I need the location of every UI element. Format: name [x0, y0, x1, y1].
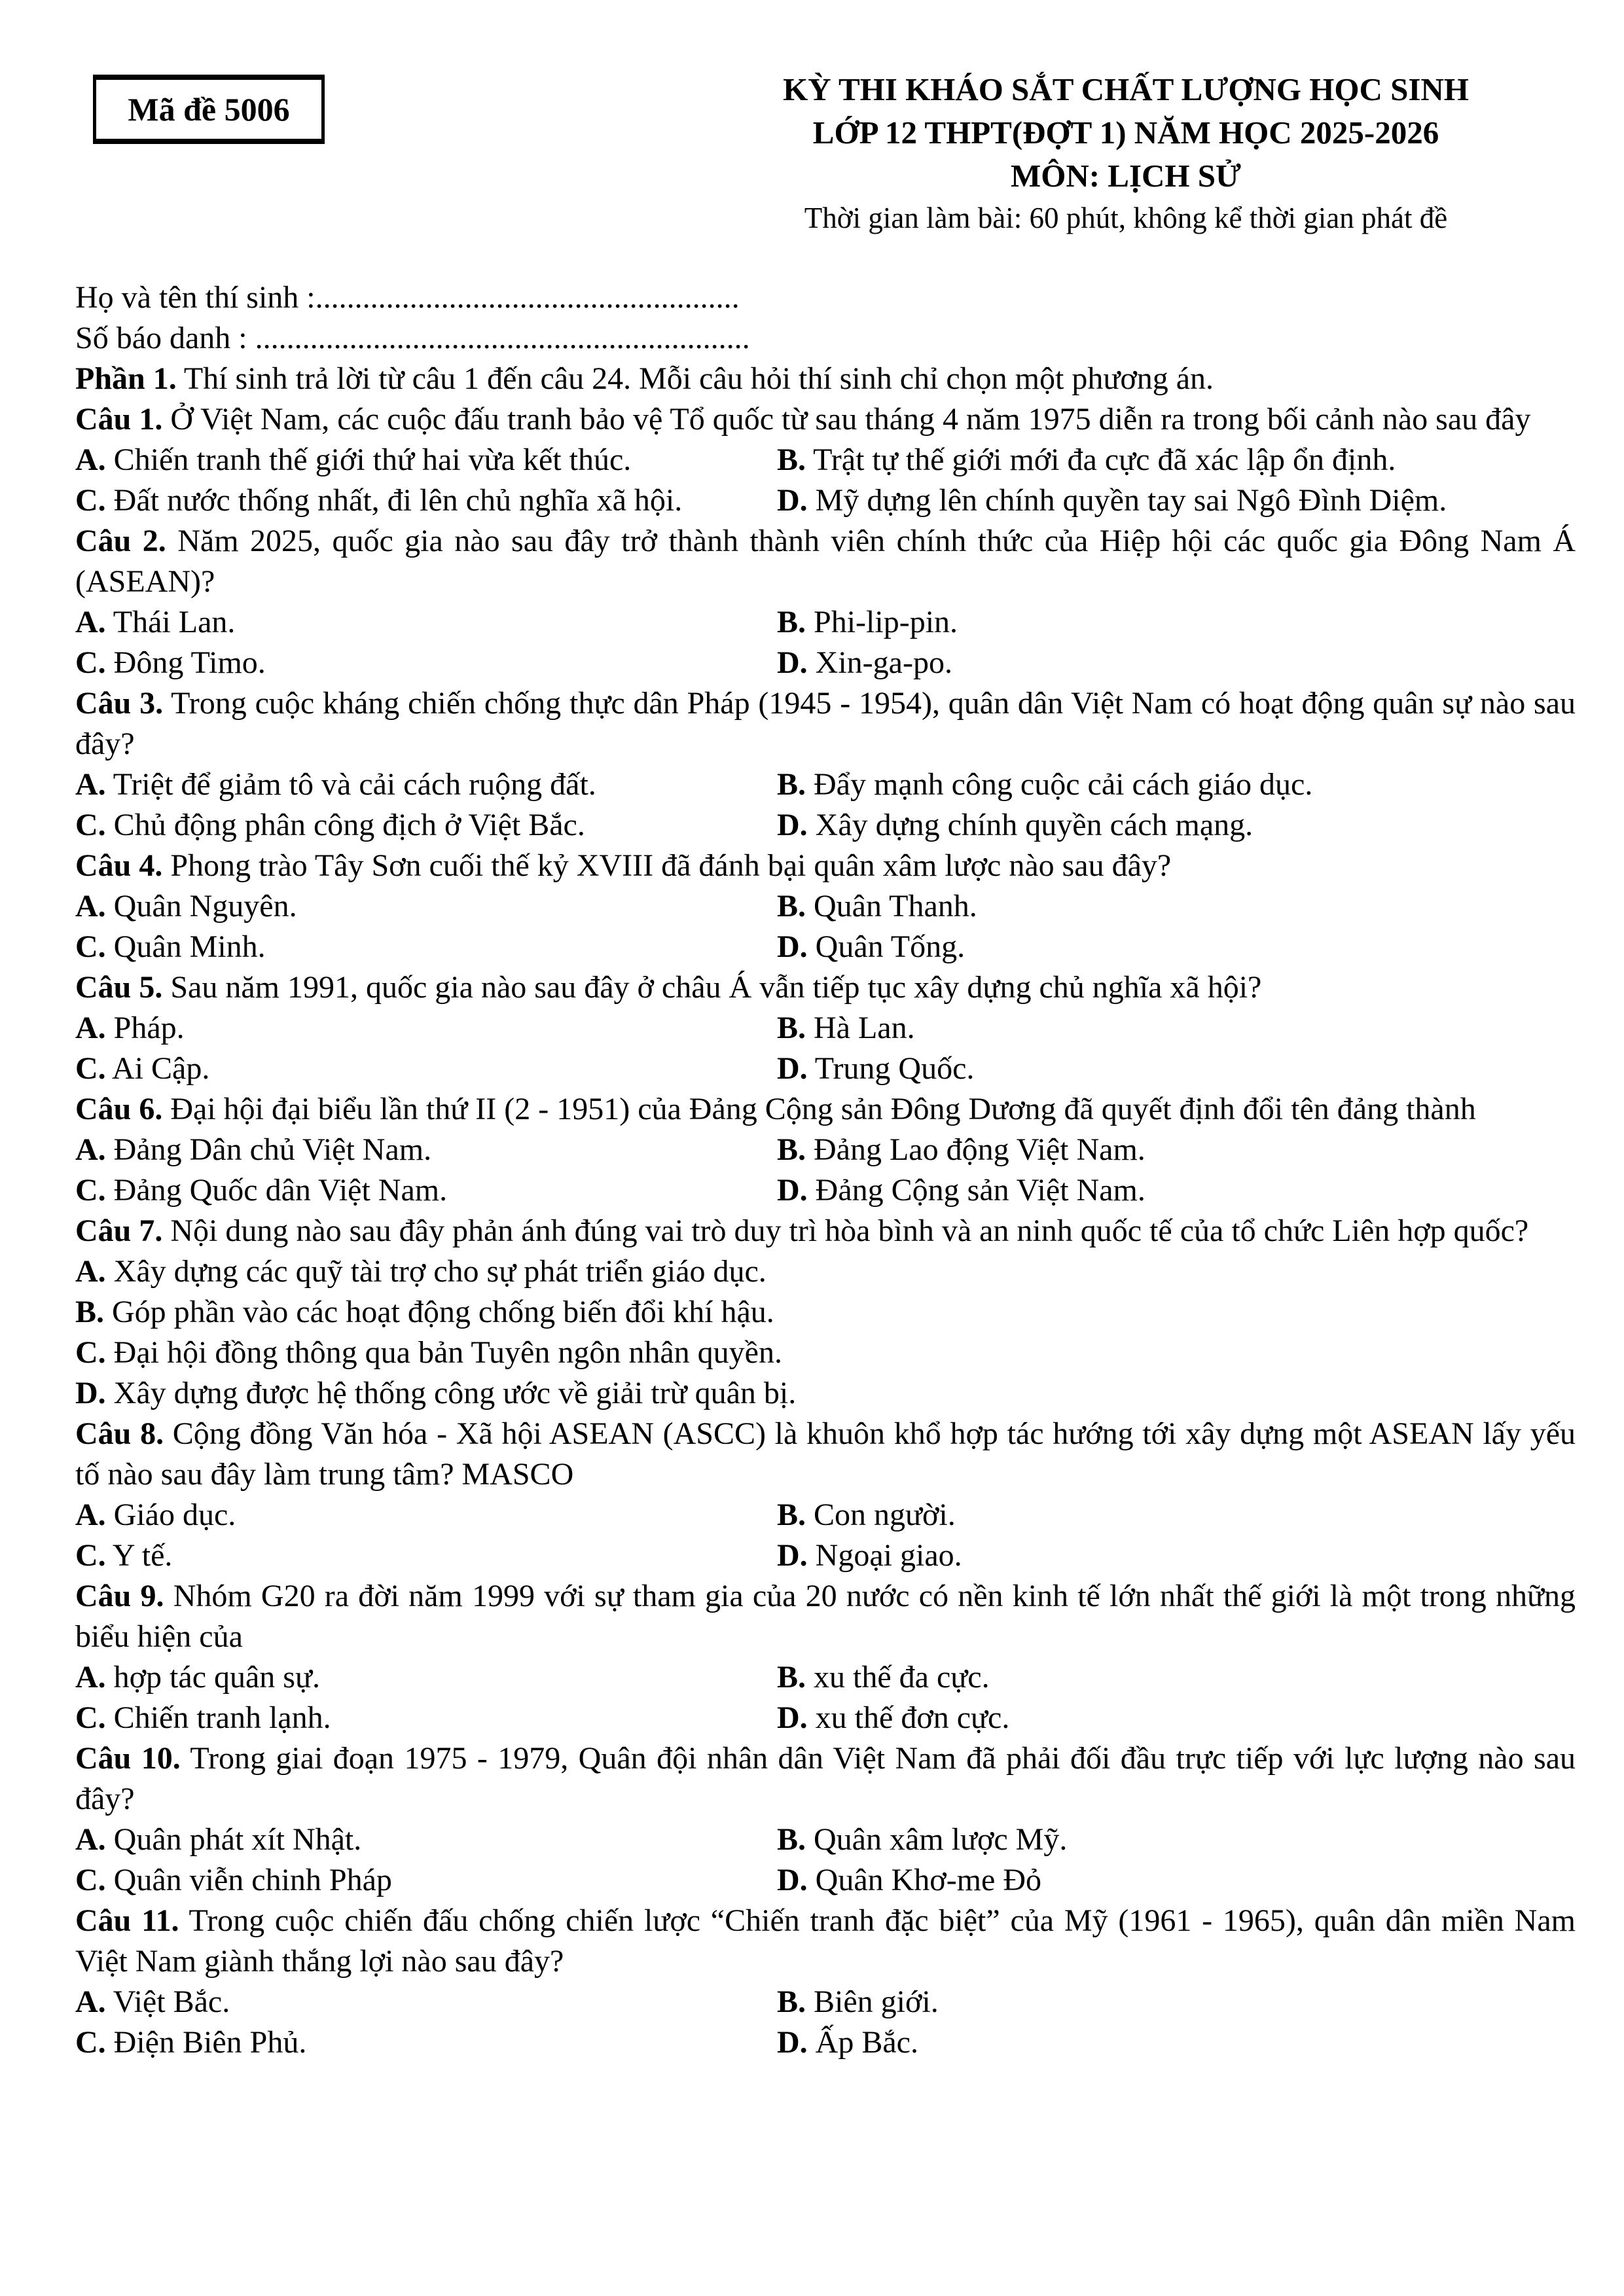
option-d: D. Xây dựng chính quyền cách mạng. — [777, 808, 1254, 842]
option-letter: D. — [777, 1051, 808, 1086]
duration-note: Thời gian làm bài: 60 phút, không kể thời gian phát đề — [804, 202, 1448, 234]
option-letter: C. — [75, 929, 106, 964]
student-name-line: Họ và tên thí sinh :...................................................... — [75, 280, 740, 315]
options — [75, 764, 1576, 846]
option-letter: C. — [75, 645, 106, 680]
question — [75, 1211, 1576, 1414]
section-instruction: Thí sinh trả lời từ câu 1 đến câu 24. Mỗi câu hỏi thí sinh chỉ chọn một phương án. — [183, 361, 1214, 396]
option-b: B. xu thế đa cực. — [777, 1660, 990, 1695]
option-letter: D. — [777, 1538, 808, 1573]
option-letter: B. — [75, 1295, 105, 1329]
question-text: Câu 2. Năm 2025, quốc gia nào sau đây trở thành thành viên chính thức của Hiệp hội các quốc gia Đông Nam Á (ASEAN)? — [75, 524, 1576, 599]
option-b: B. Hà Lan. — [777, 1011, 915, 1045]
options — [75, 1657, 1576, 1738]
question-label: Câu 10. — [75, 1741, 181, 1776]
option-letter: D. — [777, 1700, 808, 1735]
option-letter: A. — [75, 1660, 106, 1695]
question-label: Câu 5. — [75, 970, 163, 1005]
options — [75, 1008, 1576, 1089]
question — [75, 1414, 1576, 1576]
option-letter: D. — [777, 2025, 808, 2060]
section-heading — [75, 359, 1576, 399]
option-a: A. Quân Nguyên. — [75, 889, 297, 924]
question-label: Câu 3. — [75, 686, 164, 721]
option-letter: D. — [777, 645, 808, 680]
option-a: A. Thái Lan. — [75, 605, 236, 639]
option-letter: D. — [777, 483, 808, 518]
option-b: B. Phi-lip-pin. — [777, 605, 958, 639]
question — [75, 1738, 1576, 1901]
question — [75, 399, 1576, 521]
option-letter: B. — [777, 767, 806, 802]
option-letter: C. — [75, 1051, 106, 1086]
options — [75, 1982, 1576, 2063]
question-text: Câu 11. Trong cuộc chiến đấu chống chiến lược “Chiến tranh đặc biệt” của Mỹ (1961 - 1965), quân dân miền Nam Việt Nam giành thắng lợi nào sau đây? — [75, 1903, 1576, 1979]
option-letter: C. — [75, 483, 106, 518]
option-letter: B. — [777, 442, 806, 477]
option-b: B. Quân xâm lược Mỹ. — [777, 1822, 1068, 1857]
content — [75, 278, 1576, 2063]
option-c: C. Chiến tranh lạnh. — [75, 1700, 331, 1735]
option-letter: D. — [777, 1863, 808, 1897]
option-letter: B. — [777, 605, 806, 639]
option-a: A. Xây dựng các quỹ tài trợ cho sự phát triển giáo dục. — [75, 1254, 767, 1289]
question-text: Câu 1. Ở Việt Nam, các cuộc đấu tranh bảo vệ Tổ quốc từ sau tháng 4 năm 1975 diễn ra trong bối cảnh nào sau đây — [75, 402, 1531, 437]
option-c: C. Y tế. — [75, 1538, 173, 1573]
option-b: B. Con người. — [777, 1498, 956, 1532]
question-label: Câu 1. — [75, 402, 163, 437]
option-letter: B. — [777, 1822, 806, 1857]
question-label: Câu 7. — [75, 1213, 163, 1248]
option-b: B. Đảng Lao động Việt Nam. — [777, 1132, 1146, 1167]
option-letter: C. — [75, 2025, 106, 2060]
option-c: C. Điện Biên Phủ. — [75, 2025, 307, 2060]
exam-code-box — [93, 75, 325, 144]
option-letter: C. — [75, 1335, 106, 1370]
option-letter: B. — [777, 1984, 806, 2019]
options — [75, 1495, 1576, 1576]
question-label: Câu 8. — [75, 1416, 164, 1451]
option-letter: B. — [777, 1011, 806, 1045]
question-label: Câu 4. — [75, 848, 163, 883]
option-letter: C. — [75, 1173, 106, 1208]
question — [75, 683, 1576, 846]
option-d: D. Ấp Bắc. — [777, 2025, 918, 2060]
exam-code-text: Mã đề 5006 — [128, 91, 290, 128]
option-letter: C. — [75, 808, 106, 842]
option-b: B. Đẩy mạnh công cuộc cải cách giáo dục. — [777, 767, 1313, 802]
option-letter: A. — [75, 1254, 106, 1289]
option-letter: A. — [75, 1822, 106, 1857]
option-a: A. Pháp. — [75, 1011, 185, 1045]
option-letter: C. — [75, 1538, 106, 1573]
question-text: Câu 9. Nhóm G20 ra đời năm 1999 với sự tham gia của 20 nước có nền kinh tế lớn nhất thế giới là một trong những biểu hiện của — [75, 1579, 1576, 1654]
option-a: A. hợp tác quân sự. — [75, 1660, 320, 1695]
option-d: D. Ngoại giao. — [777, 1538, 962, 1573]
option-b: B. Góp phần vào các hoạt động chống biến đổi khí hậu. — [75, 1295, 774, 1329]
option-d: D. Đảng Cộng sản Việt Nam. — [777, 1173, 1146, 1208]
question-text: Câu 4. Phong trào Tây Sơn cuối thế kỷ XVIII đã đánh bại quân xâm lược nào sau đây? — [75, 848, 1172, 883]
options — [75, 886, 1576, 967]
question-text: Câu 8. Cộng đồng Văn hóa - Xã hội ASEAN (ASCC) là khuôn khổ hợp tác hướng tới xây dựng một ASEAN lấy yếu tố nào sau đây làm trung tâm? MASCO — [75, 1416, 1576, 1492]
option-letter: A. — [75, 1498, 106, 1532]
title-line-3: MÔN: LỊCH SỬ — [1010, 158, 1242, 194]
option-letter: A. — [75, 1132, 106, 1167]
question — [75, 846, 1576, 967]
option-c: C. Đại hội đồng thông qua bản Tuyên ngôn nhân quyền. — [75, 1335, 782, 1370]
question-label: Câu 6. — [75, 1092, 163, 1126]
option-letter: A. — [75, 889, 106, 924]
option-d: D. Quân Tống. — [777, 929, 965, 964]
option-b: B. Quân Thanh. — [777, 889, 977, 924]
option-d: D. Xây dựng được hệ thống công ước về giải trừ quân bị. — [75, 1376, 797, 1410]
options — [75, 1820, 1576, 1901]
question-text: Câu 5. Sau năm 1991, quốc gia nào sau đây ở châu Á vẫn tiếp tục xây dựng chủ nghĩa xã hội? — [75, 970, 1262, 1005]
option-b: B. Trật tự thế giới mới đa cực đã xác lập ổn định. — [777, 442, 1396, 477]
option-letter: A. — [75, 767, 106, 802]
option-letter: D. — [777, 929, 808, 964]
option-a: A. Chiến tranh thế giới thứ hai vừa kết thúc. — [75, 442, 632, 477]
option-c: C. Ai Cập. — [75, 1051, 210, 1086]
options — [75, 1130, 1576, 1211]
options — [75, 1251, 1576, 1414]
option-a: A. Triệt để giảm tô và cải cách ruộng đất. — [75, 767, 596, 802]
question — [75, 1089, 1576, 1211]
option-letter: A. — [75, 605, 106, 639]
question — [75, 1901, 1576, 2063]
option-a: A. Giáo dục. — [75, 1498, 236, 1532]
option-d: D. xu thế đơn cực. — [777, 1700, 1010, 1735]
question — [75, 1576, 1576, 1738]
option-a: A. Quân phát xít Nhật. — [75, 1822, 362, 1857]
option-c: C. Quân Minh. — [75, 929, 266, 964]
option-c: C. Đảng Quốc dân Việt Nam. — [75, 1173, 448, 1208]
option-c: C. Đất nước thống nhất, đi lên chủ nghĩa xã hội. — [75, 483, 683, 518]
question — [75, 521, 1576, 683]
question — [75, 967, 1576, 1089]
question-label: Câu 2. — [75, 524, 166, 558]
option-b: B. Biên giới. — [777, 1984, 939, 2019]
question-label: Câu 11. — [75, 1903, 179, 1938]
title-line-1: KỲ THI KHÁO SẮT CHẤT LƯỢNG HỌC SINH — [783, 71, 1469, 107]
options — [75, 440, 1576, 521]
option-a: A. Việt Bắc. — [75, 1984, 230, 2019]
option-c: C. Chủ động phân công địch ở Việt Bắc. — [75, 808, 585, 842]
title-line-2: LỚP 12 THPT(ĐỢT 1) NĂM HỌC 2025-2026 — [812, 115, 1439, 151]
exam-header — [674, 68, 1578, 238]
question-text: Câu 3. Trong cuộc kháng chiến chống thực dân Pháp (1945 - 1954), quân dân Việt Nam có hoạt động quân sự nào sau đây? — [75, 686, 1576, 761]
question-text: Câu 6. Đại hội đại biểu lần thứ II (2 - 1951) của Đảng Cộng sản Đông Dương đã quyết định đổi tên đảng thành — [75, 1092, 1476, 1126]
option-a: A. Đảng Dân chủ Việt Nam. — [75, 1132, 432, 1167]
option-letter: D. — [777, 808, 808, 842]
options — [75, 602, 1576, 683]
option-d: D. Mỹ dựng lên chính quyền tay sai Ngô Đình Diệm. — [777, 483, 1447, 518]
questions — [75, 399, 1576, 2063]
option-letter: C. — [75, 1700, 106, 1735]
option-letter: D. — [75, 1376, 106, 1410]
question-text: Câu 10. Trong giai đoạn 1975 - 1979, Quân đội nhân dân Việt Nam đã phải đối đầu trực tiếp với lực lượng nào sau đây? — [75, 1741, 1576, 1816]
option-letter: B. — [777, 1660, 806, 1695]
option-letter: A. — [75, 442, 106, 477]
question-label: Câu 9. — [75, 1579, 164, 1613]
option-c: C. Quân viễn chinh Pháp — [75, 1863, 392, 1897]
option-d: D. Xin-ga-po. — [777, 645, 952, 680]
question-text: Câu 7. Nội dung nào sau đây phản ánh đúng vai trò duy trì hòa bình và an ninh quốc tế của tổ chức Liên hợp quốc? — [75, 1213, 1529, 1248]
option-d: D. Trung Quốc. — [777, 1051, 975, 1086]
option-letter: A. — [75, 1984, 106, 2019]
option-d: D. Quân Khơ-me Đỏ — [777, 1863, 1041, 1897]
option-letter: C. — [75, 1863, 106, 1897]
option-letter: D. — [777, 1173, 808, 1208]
option-letter: B. — [777, 1498, 806, 1532]
student-id-line: Số báo danh : ............................................................... — [75, 321, 750, 355]
option-c: C. Đông Timo. — [75, 645, 266, 680]
option-letter: B. — [777, 889, 806, 924]
section-label: Phần 1. — [75, 361, 177, 396]
option-letter: B. — [777, 1132, 806, 1167]
option-letter: A. — [75, 1011, 106, 1045]
